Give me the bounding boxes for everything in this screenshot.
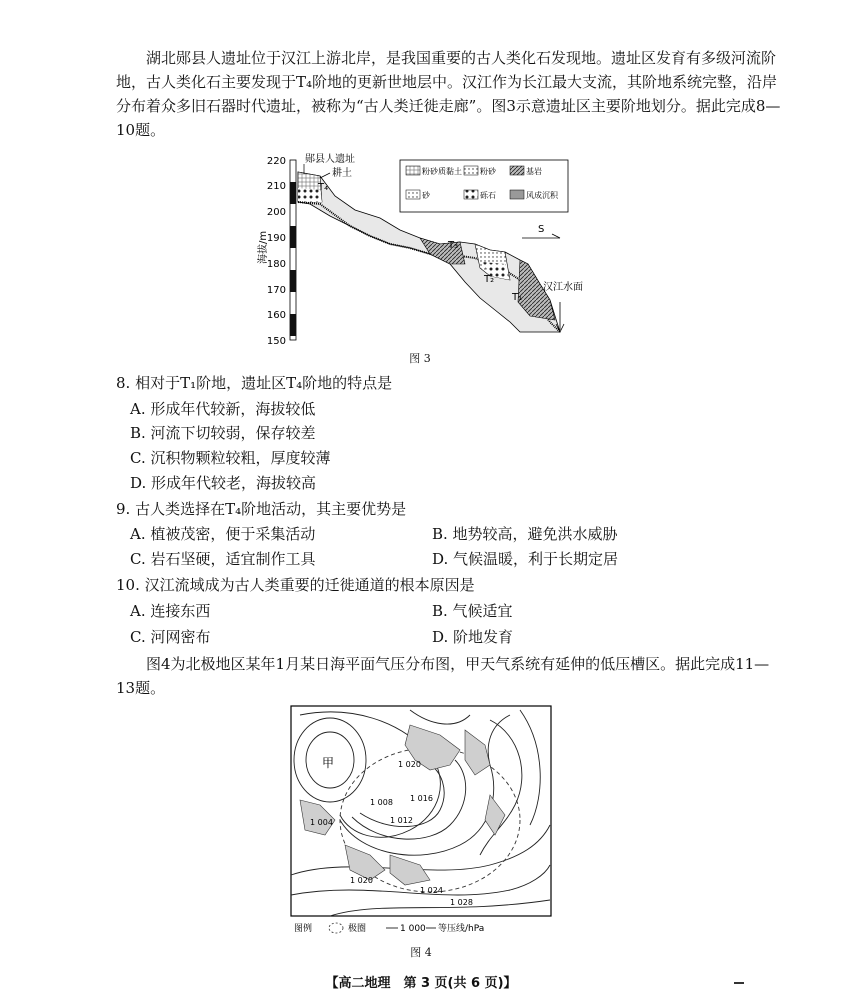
legend-gravel: 砾石 — [480, 191, 496, 200]
question-10-option-d: D. 阶地发育 — [432, 628, 514, 646]
terrace-label-t3: T₃ — [448, 240, 459, 251]
y-tick: 160 — [266, 310, 286, 321]
isobar-label: 1 020 — [350, 876, 373, 885]
isobar-label: 1 020 — [398, 760, 421, 769]
isobar-label: 1 012 — [390, 816, 413, 825]
question-10-stem: 10. 汉江流域成为古人类重要的迁徙通道的根本原因是 — [116, 576, 475, 594]
question-9-option-d: D. 气候温暖，利于长期定居 — [432, 550, 619, 568]
question-8-option-b: B. 河流下切较弱，保存较差 — [130, 424, 316, 442]
isobar-label: 1 028 — [450, 898, 473, 907]
legend-bedrock: 基岩 — [526, 167, 542, 176]
soil-label: 耕土 — [332, 168, 352, 179]
figure-3-terrace-profile — [258, 152, 583, 347]
question-10-option-c: C. 河网密布 — [130, 628, 211, 646]
isobar-label: 1 024 — [420, 886, 443, 895]
y-tick: 180 — [266, 259, 286, 270]
question-8-stem: 8. 相对于T₁阶地，遗址区T₄阶地的特点是 — [116, 374, 393, 392]
figure-3-caption: 图 3 — [409, 352, 431, 365]
isobar-label: 1 016 — [410, 794, 433, 803]
question-8-option-c: C. 沉积物颗粒较粗，厚度较薄 — [130, 449, 331, 467]
question-9-option-b: B. 地势较高，避免洪水威胁 — [432, 525, 618, 543]
question-9-option-c: C. 岩石坚硬，适宜制作工具 — [130, 550, 316, 568]
intro-paragraph-2: 图4为北极地区某年1月某日海平面气压分布图，甲天气系统有延伸的低压槽区。据此完成11—13题。 — [116, 655, 770, 697]
question-9-stem: 9. 古人类选择在T₄阶地活动，其主要优势是 — [116, 500, 407, 518]
figure-4-caption: 图 4 — [410, 946, 432, 959]
direction-label: S — [538, 224, 545, 235]
legend-silt: 粉砂 — [480, 167, 496, 176]
fig4-legend-polar-circle: 极圈 — [348, 924, 367, 934]
terrace-label-t1: T₁ — [512, 292, 523, 303]
question-8-option-a: A. 形成年代较新，海拔较低 — [130, 400, 316, 418]
y-tick: 210 — [266, 181, 286, 192]
y-tick: 190 — [266, 233, 286, 244]
legend-silty-clay: 粉砂质黏土 — [422, 167, 462, 176]
corner-mark — [734, 982, 744, 984]
system-label-jia: 甲 — [322, 756, 335, 770]
isobar-label: 1 008 — [370, 798, 393, 807]
page-footer: 【高二地理 第 3 页(共 6 页)】 — [325, 976, 517, 991]
question-10-option-a: A. 连接东西 — [130, 602, 211, 620]
intro-paragraph-1: 湖北郧县人遗址位于汉江上游北岸，是我国重要的古人类化石发现地。遗址区发育有多级河流阶地，古人类化石主要发现于T₄阶地的更新世地层中。汉江作为长江最大支流，其阶地系统完整，沿岸分布着众多旧石器时代遗址，被称为“古人类迁徙走廊”。图3示意遗址区主要阶地划分。据此完成8—10题。 — [116, 49, 781, 139]
figure-4-pressure-map — [290, 705, 552, 945]
terrace-label-t2: T₂ — [484, 274, 495, 285]
question-10-option-b: B. 气候适宜 — [432, 602, 513, 620]
fig4-legend-isobar-value: 1 000 — [400, 924, 426, 934]
y-tick: 220 — [266, 156, 286, 167]
legend-aeolian: 风成沉积 — [526, 191, 558, 200]
fig4-legend-prefix: 图例 — [294, 924, 313, 934]
site-label: 郧县人遗址 — [305, 154, 355, 165]
y-axis-label: 海拔/m — [258, 230, 269, 264]
terrace-label-t4: T₄ — [318, 182, 329, 193]
isobar-label: 1 004 — [310, 818, 333, 827]
river-label: 汉江水面 — [543, 282, 583, 293]
legend-sand: 砂 — [422, 191, 430, 200]
y-tick: 200 — [266, 207, 286, 218]
y-tick: 150 — [266, 336, 286, 347]
y-tick: 170 — [266, 285, 286, 296]
question-8-option-d: D. 形成年代较老，海拔较高 — [130, 474, 317, 492]
question-9-option-a: A. 植被茂密，便于采集活动 — [130, 525, 316, 543]
fig4-legend-isobar-text: 等压线/hPa — [438, 924, 485, 934]
